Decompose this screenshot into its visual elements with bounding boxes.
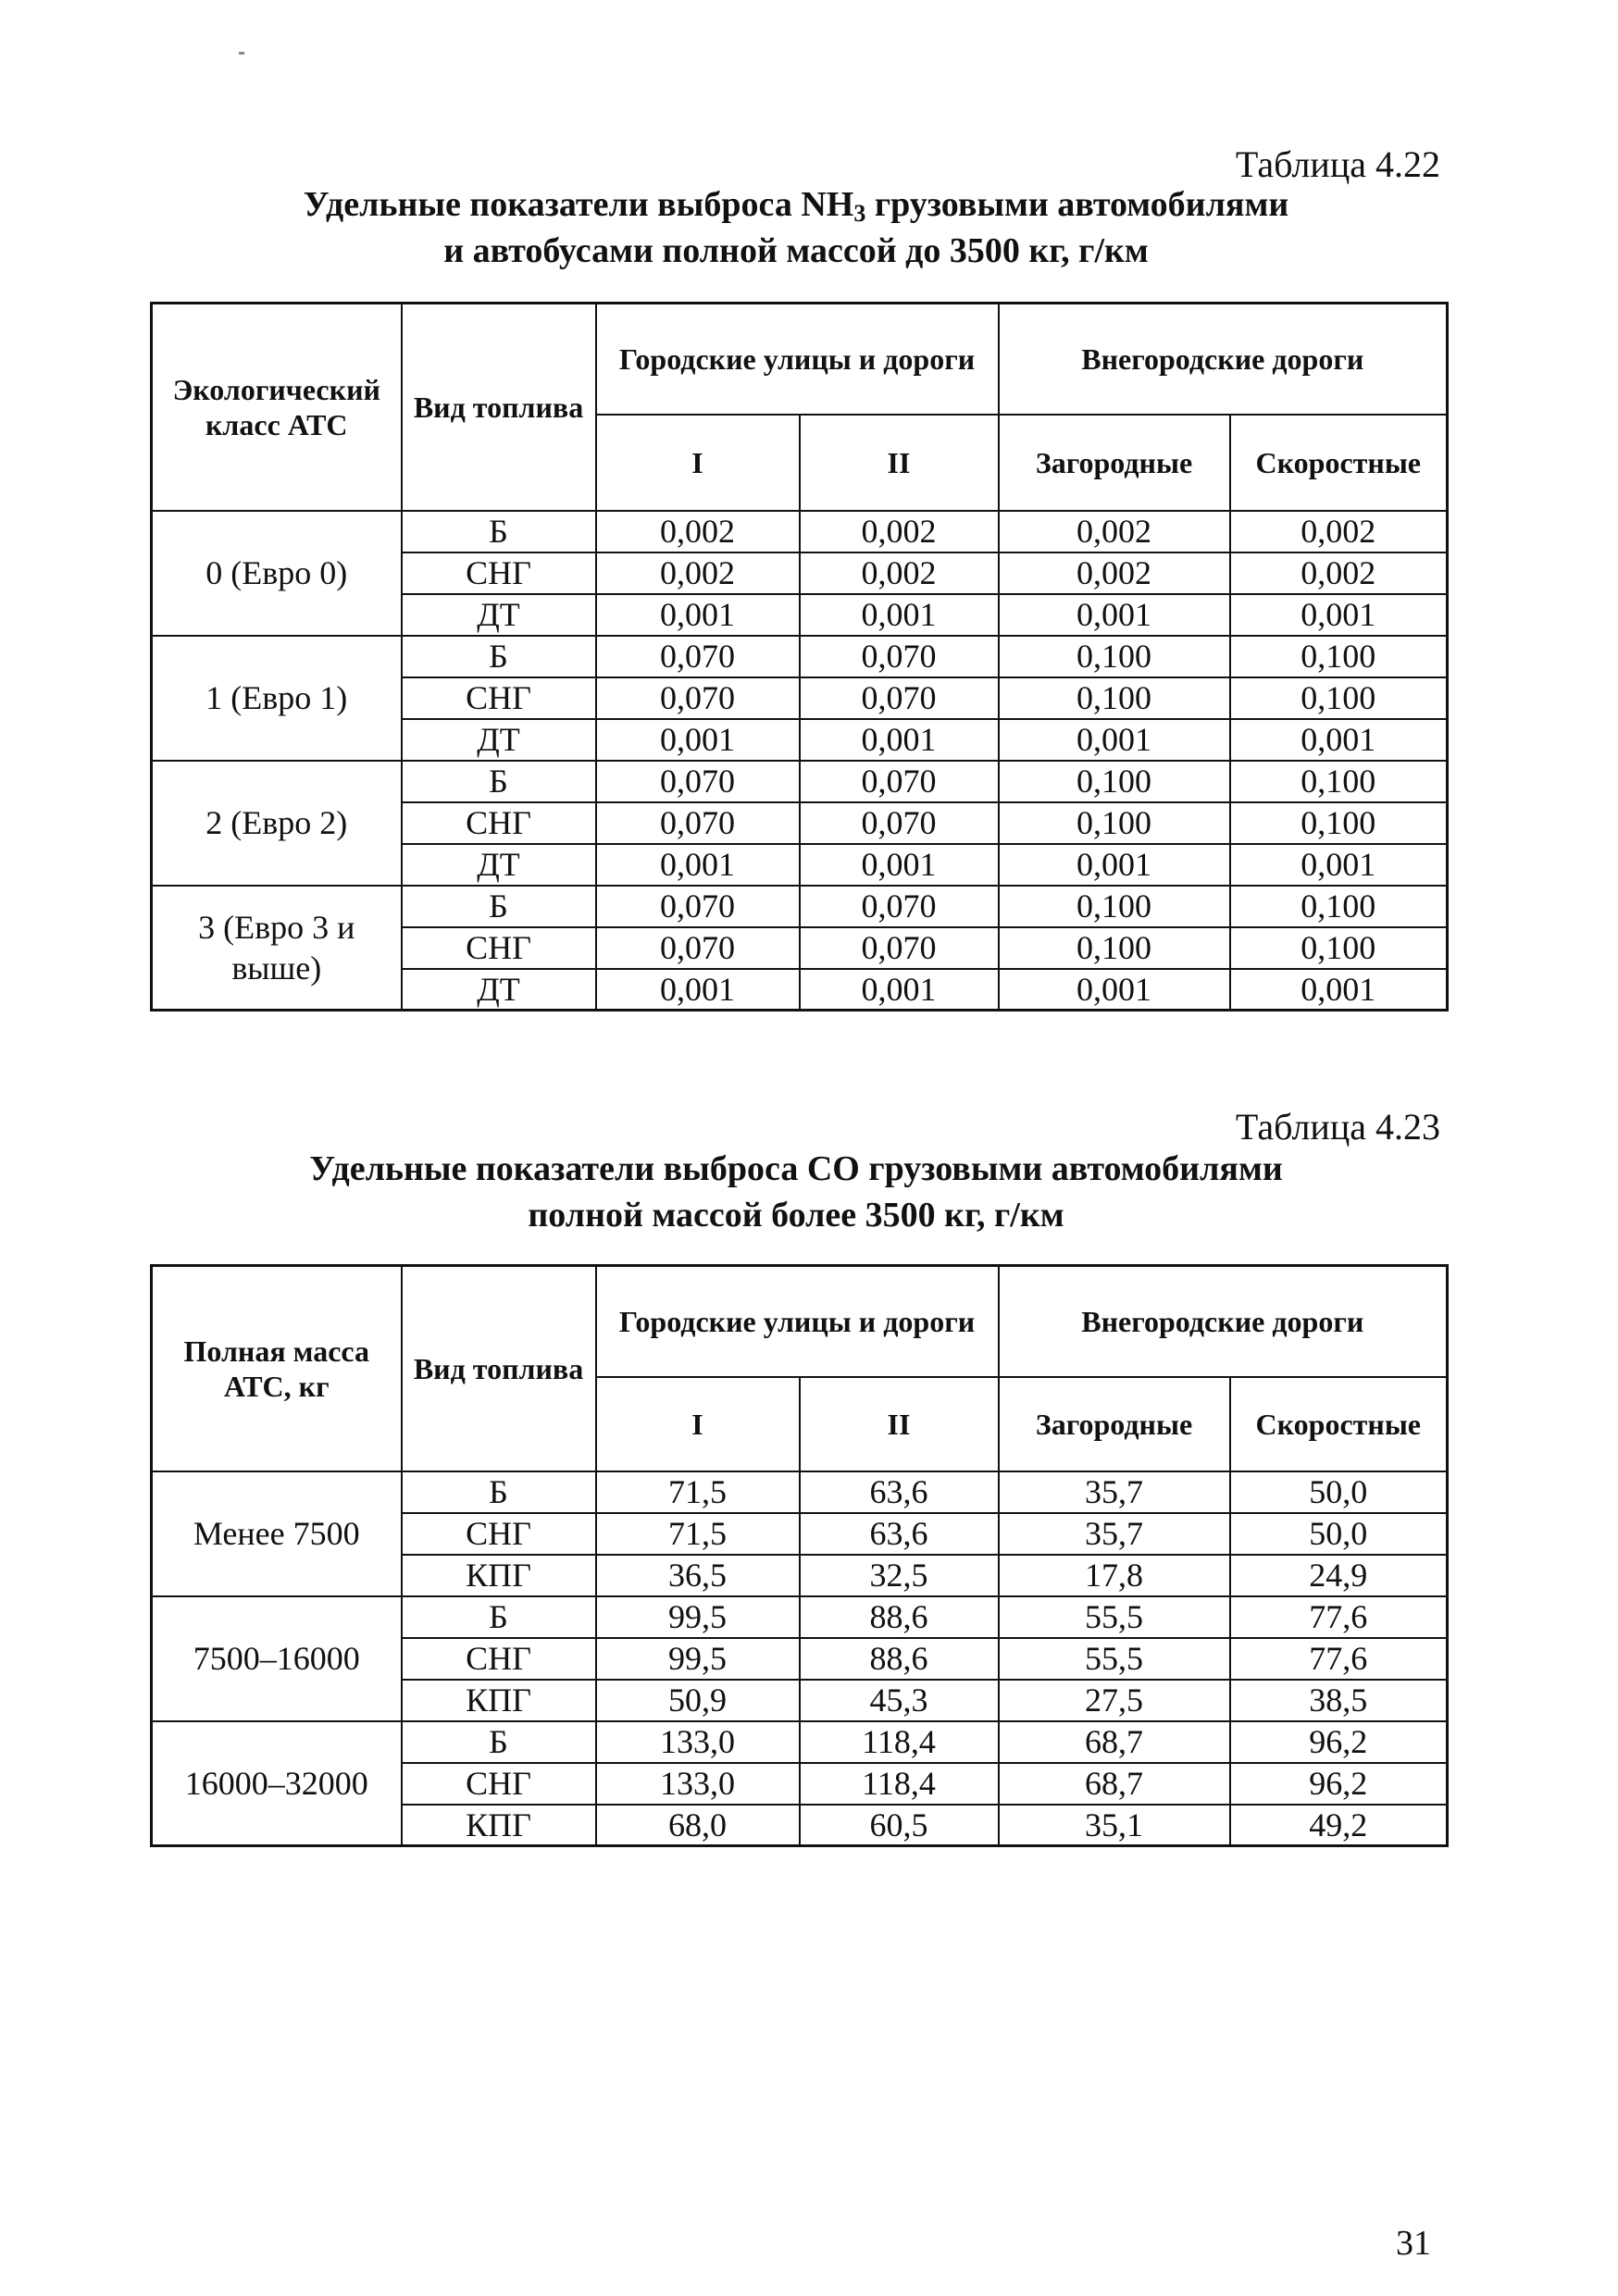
value-cell: 118,4 — [800, 1763, 999, 1805]
fuel-type-cell: Б — [402, 1596, 596, 1638]
value-cell: 24,9 — [1230, 1555, 1448, 1596]
value-cell: 45,3 — [800, 1680, 999, 1721]
fuel-type-cell: ДТ — [402, 719, 596, 761]
value-cell: 96,2 — [1230, 1763, 1448, 1805]
header-eco-class: Экологический класс АТС — [152, 304, 402, 511]
value-cell: 0,100 — [1230, 761, 1448, 802]
value-cell: 0,001 — [1230, 969, 1448, 1011]
value-cell: 0,100 — [999, 761, 1230, 802]
value-cell: 0,001 — [596, 844, 800, 886]
fuel-type-cell: СНГ — [402, 927, 596, 969]
value-cell: 49,2 — [1230, 1805, 1448, 1846]
value-cell: 0,001 — [800, 844, 999, 886]
value-cell: 133,0 — [596, 1763, 800, 1805]
value-cell: 0,001 — [800, 719, 999, 761]
fuel-type-cell: ДТ — [402, 969, 596, 1011]
value-cell: 0,001 — [800, 969, 999, 1011]
value-cell: 0,070 — [800, 636, 999, 677]
value-cell: 0,100 — [1230, 636, 1448, 677]
value-cell: 77,6 — [1230, 1638, 1448, 1680]
value-cell: 88,6 — [800, 1638, 999, 1680]
value-cell: 55,5 — [999, 1638, 1230, 1680]
table-title — [148, 1146, 1444, 1238]
value-cell: 0,070 — [596, 886, 800, 927]
value-cell: 0,070 — [596, 927, 800, 969]
value-cell: 0,002 — [1230, 552, 1448, 594]
fuel-type-cell: Б — [402, 1721, 596, 1763]
header-city-i: I — [596, 415, 800, 511]
value-cell: 38,5 — [1230, 1680, 1448, 1721]
value-cell: 0,070 — [596, 677, 800, 719]
value-cell: 0,002 — [999, 552, 1230, 594]
table-row — [152, 1471, 1448, 1513]
value-cell: 0,070 — [596, 636, 800, 677]
table-label: Таблица 4.23 — [1235, 1106, 1440, 1148]
fuel-type-cell: Б — [402, 511, 596, 552]
fuel-type-cell: СНГ — [402, 802, 596, 844]
value-cell: 77,6 — [1230, 1596, 1448, 1638]
value-cell: 99,5 — [596, 1638, 800, 1680]
value-cell: 0,070 — [800, 927, 999, 969]
value-cell: 0,001 — [596, 719, 800, 761]
table-title-line1: Удельные показатели выброса СО грузовыми автомобилями — [309, 1149, 1283, 1188]
header-city-ii: II — [800, 1377, 999, 1471]
header-suburban: Загородные — [999, 415, 1230, 511]
value-cell: 0,070 — [800, 677, 999, 719]
table-row — [152, 511, 1448, 552]
fuel-type-cell: КПГ — [402, 1680, 596, 1721]
value-cell: 63,6 — [800, 1471, 999, 1513]
table-row — [152, 886, 1448, 927]
value-cell: 63,6 — [800, 1513, 999, 1555]
value-cell: 0,002 — [596, 552, 800, 594]
table-row — [152, 1596, 1448, 1638]
value-cell: 71,5 — [596, 1513, 800, 1555]
fuel-type-cell: КПГ — [402, 1805, 596, 1846]
header-suburban: Загородные — [999, 1377, 1230, 1471]
value-cell: 0,001 — [596, 594, 800, 636]
value-cell: 118,4 — [800, 1721, 999, 1763]
fuel-type-cell: СНГ — [402, 677, 596, 719]
value-cell: 0,002 — [596, 511, 800, 552]
value-cell: 0,001 — [1230, 594, 1448, 636]
fuel-type-cell: Б — [402, 886, 596, 927]
value-cell: 35,1 — [999, 1805, 1230, 1846]
scan-speck — [239, 52, 244, 55]
header-city-ii: II — [800, 415, 999, 511]
header-gross-mass: Полная масса АТС, кг — [152, 1266, 402, 1471]
eco-class-cell: 2 (Евро 2) — [152, 761, 402, 886]
value-cell: 0,001 — [1230, 844, 1448, 886]
value-cell: 0,070 — [800, 802, 999, 844]
value-cell: 0,100 — [999, 802, 1230, 844]
table-row — [152, 761, 1448, 802]
value-cell: 0,070 — [800, 886, 999, 927]
value-cell: 32,5 — [800, 1555, 999, 1596]
value-cell: 0,001 — [999, 844, 1230, 886]
value-cell: 0,002 — [800, 511, 999, 552]
fuel-type-cell: КПГ — [402, 1555, 596, 1596]
mass-range-cell: Менее 7500 — [152, 1471, 402, 1596]
value-cell: 0,100 — [1230, 927, 1448, 969]
table-title-line2: полной массой более 3500 кг, г/км — [528, 1196, 1064, 1235]
value-cell: 0,001 — [999, 719, 1230, 761]
value-cell: 0,100 — [999, 886, 1230, 927]
table-title-line1: Удельные показатели выброса $NH_3$ грузовыми автомобилями — [303, 185, 1289, 227]
value-cell: 50,0 — [1230, 1513, 1448, 1555]
value-cell: 0,100 — [1230, 886, 1448, 927]
value-cell: 0,100 — [999, 927, 1230, 969]
value-cell: 133,0 — [596, 1721, 800, 1763]
value-cell: 36,5 — [596, 1555, 800, 1596]
header-highway: Скоростные — [1230, 415, 1448, 511]
value-cell: 0,001 — [999, 594, 1230, 636]
value-cell: 99,5 — [596, 1596, 800, 1638]
fuel-type-cell: Б — [402, 1471, 596, 1513]
value-cell: 0,002 — [999, 511, 1230, 552]
value-cell: 0,001 — [800, 594, 999, 636]
fuel-type-cell: Б — [402, 761, 596, 802]
value-cell: 68,0 — [596, 1805, 800, 1846]
value-cell: 50,9 — [596, 1680, 800, 1721]
value-cell: 0,002 — [1230, 511, 1448, 552]
table-row — [152, 1721, 1448, 1763]
value-cell: 96,2 — [1230, 1721, 1448, 1763]
fuel-type-cell: Б — [402, 636, 596, 677]
mass-range-cell: 16000–32000 — [152, 1721, 402, 1846]
table-row — [152, 636, 1448, 677]
value-cell: 0,002 — [800, 552, 999, 594]
value-cell: 55,5 — [999, 1596, 1230, 1638]
value-cell: 35,7 — [999, 1471, 1230, 1513]
value-cell: 35,7 — [999, 1513, 1230, 1555]
header-fuel-type: Вид топлива — [402, 304, 596, 511]
emission-table-co — [150, 1264, 1449, 1847]
value-cell: 0,100 — [1230, 802, 1448, 844]
value-cell: 0,100 — [999, 677, 1230, 719]
value-cell: 68,7 — [999, 1721, 1230, 1763]
value-cell: 27,5 — [999, 1680, 1230, 1721]
value-cell: 60,5 — [800, 1805, 999, 1846]
table-title-line2: и автобусами полной массой до 3500 кг, г/км — [443, 231, 1149, 270]
value-cell: 0,070 — [596, 761, 800, 802]
table-label: Таблица 4.22 — [1235, 143, 1440, 185]
header-fuel-type: Вид топлива — [402, 1266, 596, 1471]
value-cell: 68,7 — [999, 1763, 1230, 1805]
table-title — [148, 181, 1444, 274]
mass-range-cell: 7500–16000 — [152, 1596, 402, 1721]
header-city-i: I — [596, 1377, 800, 1471]
fuel-type-cell: ДТ — [402, 594, 596, 636]
eco-class-cell: 3 (Евро 3 и выше) — [152, 886, 402, 1011]
eco-class-cell: 0 (Евро 0) — [152, 511, 402, 636]
value-cell: 0,100 — [999, 636, 1230, 677]
fuel-type-cell: СНГ — [402, 1513, 596, 1555]
value-cell: 0,001 — [1230, 719, 1448, 761]
page-number: 31 — [1396, 2224, 1431, 2263]
fuel-type-cell: ДТ — [402, 844, 596, 886]
value-cell: 0,070 — [800, 761, 999, 802]
header-highway: Скоростные — [1230, 1377, 1448, 1471]
fuel-type-cell: СНГ — [402, 1763, 596, 1805]
value-cell: 0,001 — [999, 969, 1230, 1011]
value-cell: 50,0 — [1230, 1471, 1448, 1513]
value-cell: 0,001 — [596, 969, 800, 1011]
header-city-roads: Городские улицы и дороги — [596, 1266, 999, 1377]
value-cell: 88,6 — [800, 1596, 999, 1638]
header-outside-roads: Внегородские дороги — [999, 1266, 1448, 1377]
value-cell: 0,070 — [596, 802, 800, 844]
eco-class-cell: 1 (Евро 1) — [152, 636, 402, 761]
header-outside-roads: Внегородские дороги — [999, 304, 1448, 415]
emission-table-nh3 — [150, 302, 1449, 1011]
value-cell: 17,8 — [999, 1555, 1230, 1596]
fuel-type-cell: СНГ — [402, 552, 596, 594]
header-city-roads: Городские улицы и дороги — [596, 304, 999, 415]
value-cell: 0,100 — [1230, 677, 1448, 719]
value-cell: 71,5 — [596, 1471, 800, 1513]
fuel-type-cell: СНГ — [402, 1638, 596, 1680]
